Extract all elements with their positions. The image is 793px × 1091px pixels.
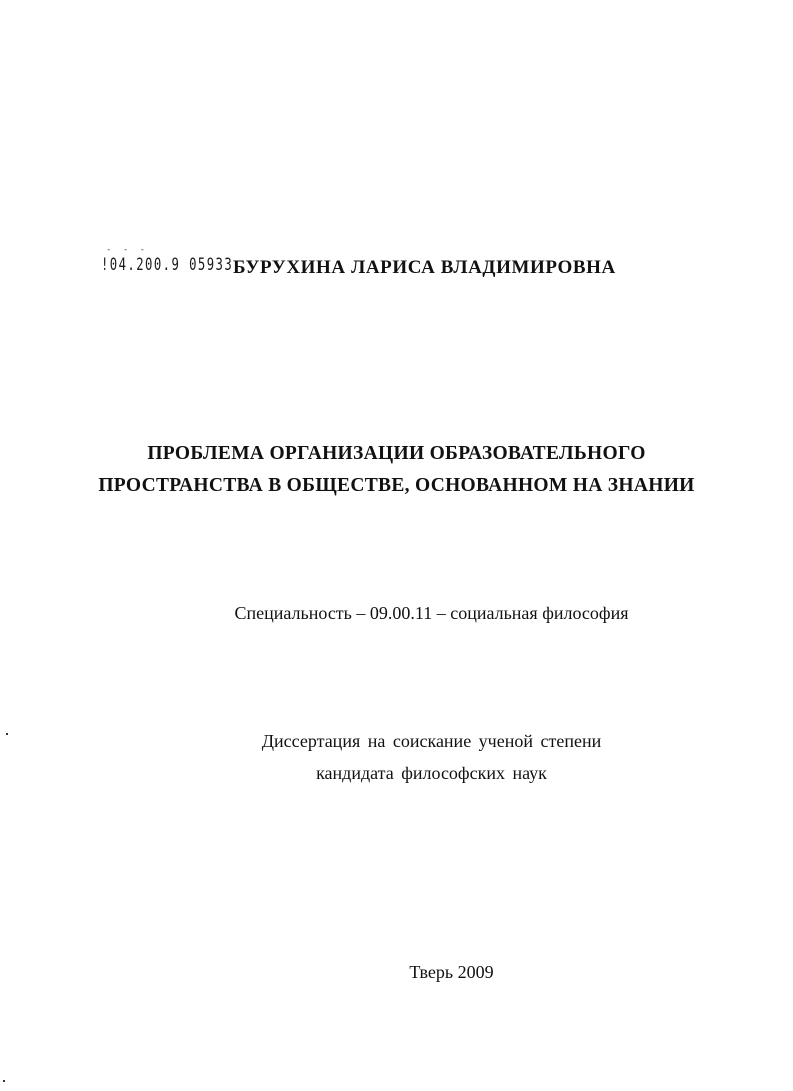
thesis-title-line-2: ПРОСТРАНСТВА В ОБЩЕСТВЕ, ОСНОВАННОМ НА ЗНАНИИ xyxy=(98,475,695,496)
registration-stamp-mark: - - - xyxy=(106,245,149,255)
specialty-line: Специальность – 09.00.11 – социальная философия xyxy=(234,603,629,623)
registration-stamp-number: !04.200.9 05933 xyxy=(101,255,234,275)
thesis-title-line-1: ПРОБЛЕМА ОРГАНИЗАЦИИ ОБРАЗОВАТЕЛЬНОГО xyxy=(147,443,646,464)
degree-line-2: кандидата философских наук xyxy=(316,763,547,783)
degree-line-1: Диссертация на соискание ученой степени xyxy=(261,731,602,751)
scan-speck xyxy=(3,1080,5,1082)
author-name: БУРУХИНА ЛАРИСА ВЛАДИМИРОВНА xyxy=(233,257,616,278)
place-and-year: Тверь 2009 xyxy=(409,962,494,982)
scan-speck xyxy=(6,733,8,735)
